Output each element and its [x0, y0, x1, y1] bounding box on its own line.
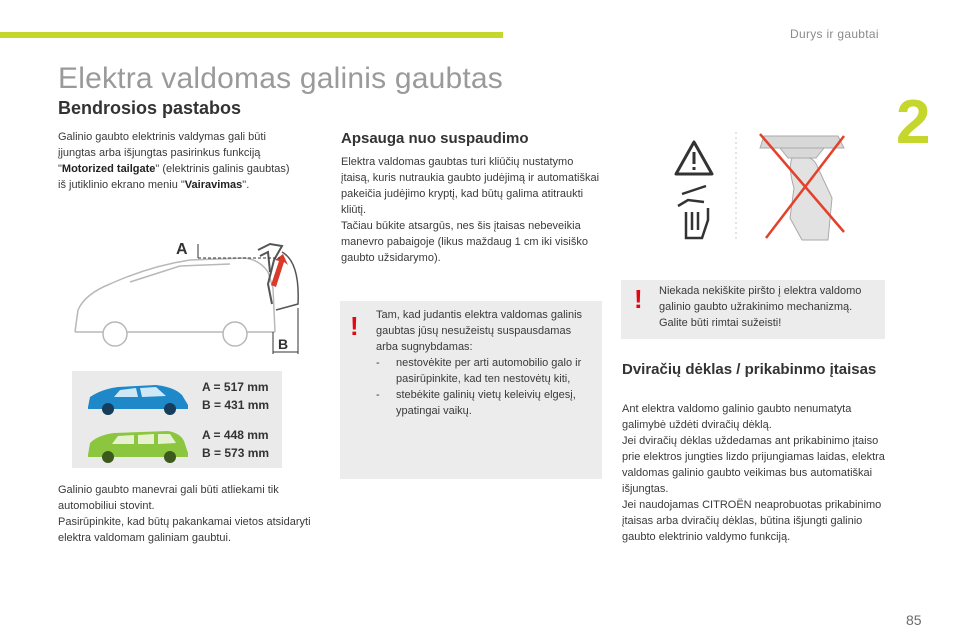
warning-box-finger	[621, 280, 885, 339]
rear-wheel-icon	[223, 322, 247, 346]
manoeuvre-line-1: Galinio gaubto manevrai gali būti atliekami tik automobiliui stovint.	[58, 484, 279, 512]
warning-bullet: - nestovėkite per arti automobilio galo ir pasirūpinkite, kad ten nestovėtų kiti,	[376, 357, 582, 385]
warning-exclamation-icon: !	[634, 284, 643, 314]
pinched-hand-icon	[678, 186, 708, 238]
general-paragraph: Galinio gaubto elektrinis valdymas gali būti įjungtas arba išjungtas pasirinkus funkciją "Motorized tailgate" (elektrinis galinis gaubtas) iš jutiklinio ekrano meniu "Vairavimas".	[58, 131, 290, 191]
dimension-a-value: A = 517 mm	[202, 380, 269, 394]
dimensions-table	[72, 371, 282, 468]
tailgate-opening-diagram	[70, 232, 305, 362]
manoeuvre-paragraph	[58, 482, 318, 546]
section-heading: Durys ir gaubtai	[790, 27, 879, 41]
protection-heading: Apsauga nuo suspaudimo	[341, 130, 529, 147]
protection-line-1: Elektra valdomas gaubtas turi kliūčių nustatymo įtaisą, kuris nutraukia gaubto judėjimą ir automatiškai pakeičia judėjimo kryptį, kad būtų galima atitraukti kliūtį.	[341, 156, 600, 216]
caution-triangle-icon	[676, 142, 712, 174]
warning-intro: Tam, kad judantis elektra valdomas galinis gaubtas jūsų nesužeistų suspausdamas arba sugnybdamas:	[376, 309, 583, 353]
dimension-a-value: A = 448 mm	[202, 428, 269, 442]
dimension-a-label: A	[176, 241, 188, 258]
dimension-b-value: B = 431 mm	[202, 398, 270, 412]
finger-hazard-illustration	[668, 128, 888, 246]
menu-name: Vairavimas	[184, 179, 243, 191]
bike-line-3: Jei naudojamas CITROËN neaprobuotas prikabinimo įtaisas arba dviračių dėklas, būtina išjungti galinio gaubto elektrinio valdymo funkciją.	[622, 499, 882, 543]
bike-carrier-paragraph	[622, 401, 888, 545]
menu-function-name: Motorized tailgate	[61, 163, 156, 175]
dimension-row-mpv	[72, 421, 282, 469]
warning-text: Niekada nekiškite piršto į elektra valdomo galinio gaubto užrakinimo mechanizmą. Galite būti rimtai sužeisti!	[659, 285, 862, 329]
manoeuvre-line-2: Pasirūpinkite, kad būtų pakankamai vietos atsidaryti elektra valdomam galiniam gaubtui.	[58, 516, 311, 544]
warning-bullet: - stebėkite galinių vietų keleivių elgesį, ypatingai vaikų.	[376, 389, 576, 417]
bike-line-1: Ant elektra valdomo galinio gaubto nenumatyta galimybė uždėti dviračių dėklą.	[622, 403, 852, 431]
front-wheel-icon	[103, 322, 127, 346]
blue-car-icon	[84, 381, 192, 417]
header-accent-bar	[0, 32, 503, 38]
protection-paragraph	[341, 154, 603, 266]
dimension-b-label: B	[278, 336, 289, 352]
warning-exclamation-icon: !	[350, 311, 359, 341]
chapter-number: 2	[896, 88, 931, 157]
page-number: 85	[906, 612, 922, 628]
protection-line-2: Tačiau būkite atsargūs, nes šis įtaisas nebeveikia manevro pabaigoje (likus maždaug 1 cm iki visiško gaubto užsidarymo).	[341, 220, 588, 264]
green-car-icon	[84, 427, 192, 465]
general-heading: Bendrosios pastabos	[58, 98, 242, 118]
dimension-row-hatchback	[72, 373, 282, 421]
warning-text	[376, 307, 594, 419]
dimension-b-value: B = 573 mm	[202, 446, 270, 460]
bike-carrier-heading: Dviračių dėklas / prikabinmo įtaisas	[622, 361, 877, 378]
warning-box-pinching	[340, 301, 602, 479]
page-title: Elektra valdomas galinis gaubtas	[58, 62, 503, 95]
bike-line-2: Jei dviračių dėklas uždedamas ant prikabinimo įtaiso prie elektros jungties lizdo prijungiamas laidas, elektra valdomas galinio gaubto veikimas bus automatiškai išjungtas.	[622, 435, 885, 495]
car-side-outline-icon	[75, 258, 275, 332]
